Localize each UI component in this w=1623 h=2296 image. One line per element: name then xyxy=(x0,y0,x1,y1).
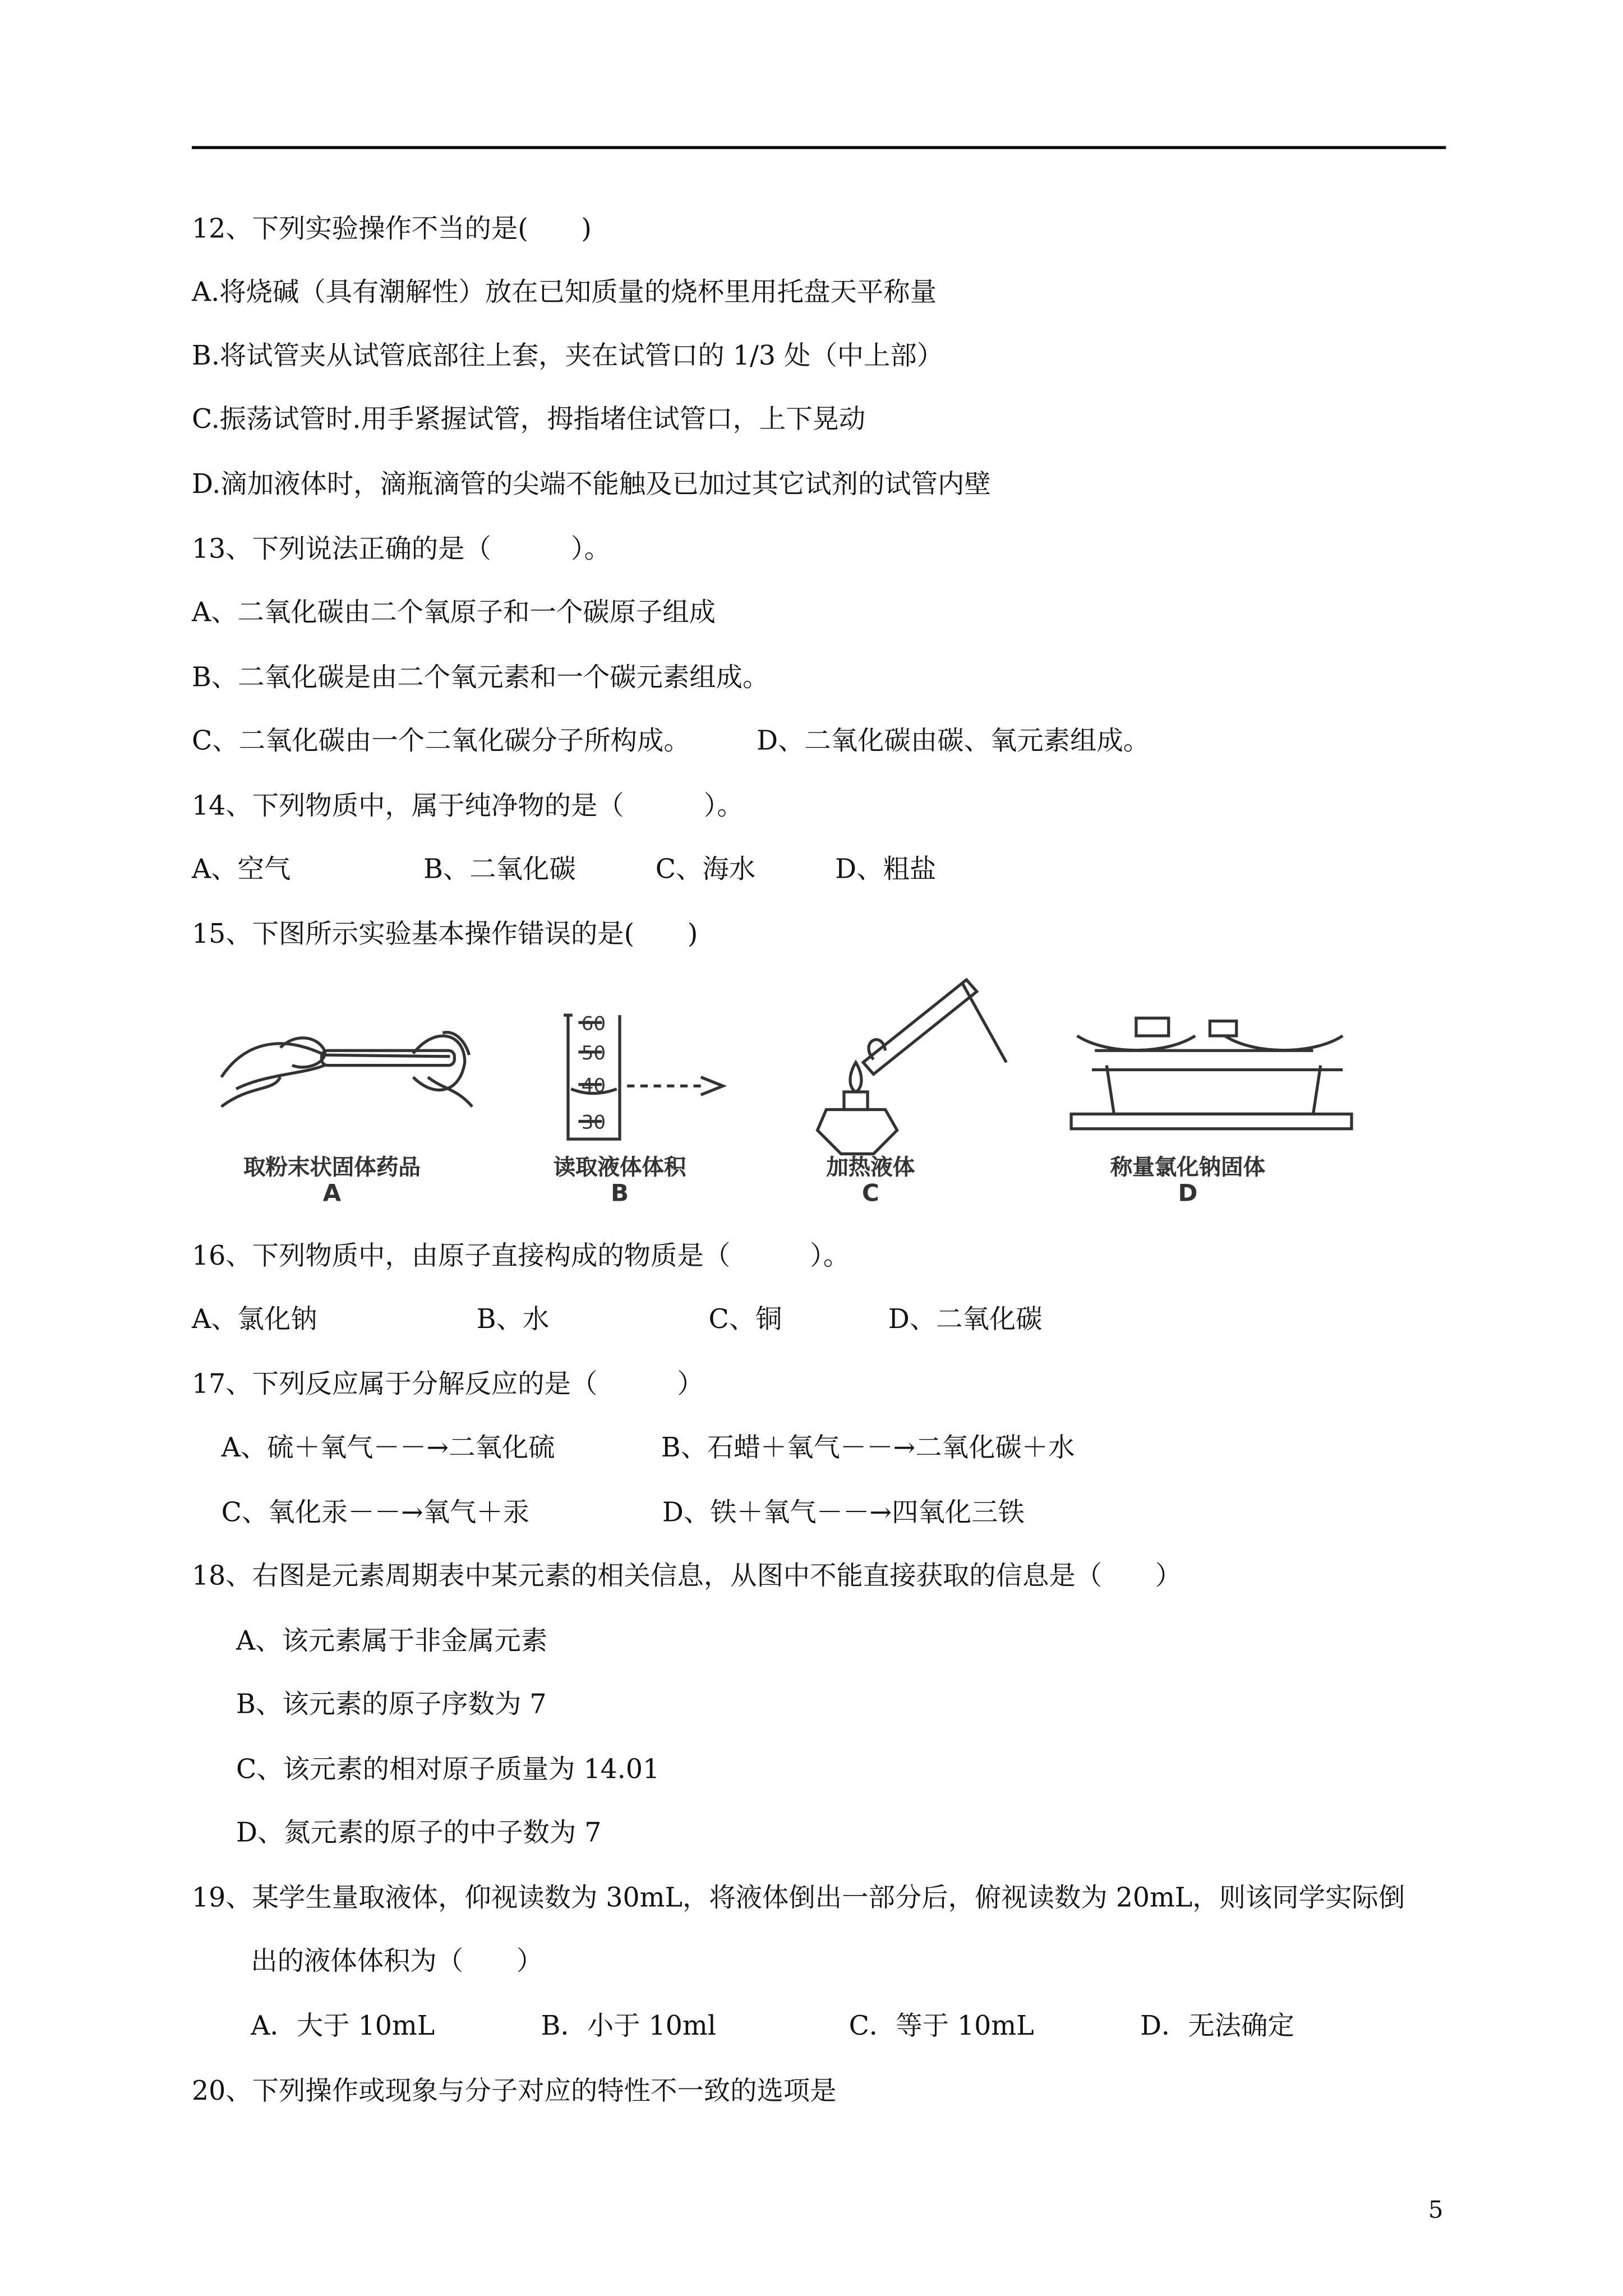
question-17: 17、下列反应属于分解反应的是（ ） xyxy=(192,1369,704,1400)
q17-options-a-b: A、硫＋氧气－－→二氧化硫 B、石蜡＋氧气－－→二氧化碳＋水 xyxy=(221,1432,1075,1464)
header-rule xyxy=(192,146,1446,149)
q14-options: A、空气 B、二氧化碳 C、海水 D、粗盐 xyxy=(192,854,937,886)
tick-label: 50 xyxy=(581,1042,606,1065)
q19-options: A．大于 10mL B．小于 10ml C．等于 10mL D．无法确定 xyxy=(251,2011,1294,2043)
balance-drawing xyxy=(1071,1018,1352,1128)
question-16: 16、下列物质中，由原子直接构成的物质是（ ）。 xyxy=(192,1241,850,1272)
q18-option-d: D、氮元素的原子的中子数为 7 xyxy=(236,1818,602,1849)
q15-figures xyxy=(192,974,1372,1210)
question-18: 18、右图是元素周期表中某元素的相关信息，从图中不能直接获取的信息是（ ） xyxy=(192,1561,1182,1592)
tick-label: 30 xyxy=(581,1111,606,1134)
q12-option-d: D.滴加液体时，滴瓶滴管的尖端不能触及已加过其它试剂的试管内壁 xyxy=(192,469,991,500)
q13-option-a: A、二氧化碳由二个氧原子和一个碳原子组成 xyxy=(192,597,716,629)
question-20: 20、下列操作或现象与分子对应的特性不一致的选项是 xyxy=(192,2076,837,2108)
q17-options-c-d: C、氧化汞－－→氧气＋汞 D、铁＋氧气－－→四氧化三铁 xyxy=(221,1497,1025,1529)
question-15: 15、下图所示实验基本操作错误的是( ) xyxy=(192,919,698,951)
cylinder-tick-labels xyxy=(582,1012,606,1133)
page-number: 5 xyxy=(1428,2195,1444,2224)
heating-liquid-drawing xyxy=(818,980,1007,1154)
figure-c-letter: C xyxy=(861,1179,879,1207)
q13-options-c-d: C、二氧化碳由一个二氧化碳分子所构成。 D、二氧化碳由碳、氧元素组成。 xyxy=(192,726,1150,757)
figure-a-letter: A xyxy=(322,1179,342,1207)
figure-d-letter: D xyxy=(1178,1179,1198,1207)
tick-label: 40 xyxy=(581,1074,606,1097)
q12-option-c: C.振荡试管时.用手紧握试管，拇指堵住试管口，上下晃动 xyxy=(192,404,866,436)
question-19-continued: 出的液体体积为（ ） xyxy=(251,1946,543,1977)
q13-option-b: B、二氧化碳是由二个氧元素和一个碳元素组成。 xyxy=(192,662,769,694)
spatula-powder-drawing xyxy=(222,1032,472,1106)
q12-option-b: B.将试管夹从试管底部往上套，夹在试管口的 1/3 处（中上部） xyxy=(192,340,944,372)
question-12: 12、下列实验操作不当的是( ) xyxy=(192,214,592,245)
figure-d-caption: 称量氯化钠固体 xyxy=(1110,1154,1266,1181)
question-13: 13、下列说法正确的是（ ）。 xyxy=(192,534,611,565)
question-14: 14、下列物质中，属于纯净物的是（ ）。 xyxy=(192,791,744,822)
figure-b-caption: 读取液体体积 xyxy=(553,1154,686,1181)
figure-b-letter: B xyxy=(610,1179,629,1207)
q16-options: A、氯化钠 B、水 C、铜 D、二氧化碳 xyxy=(192,1304,1043,1336)
q18-option-b: B、该元素的原子序数为 7 xyxy=(236,1689,547,1721)
figure-c-caption: 加热液体 xyxy=(826,1154,915,1181)
question-19: 19、某学生量取液体，仰视读数为 30mL，将液体倒出一部分后，俯视读数为 20mL，则该同学实际倒 xyxy=(192,1883,1405,1914)
q12-option-a: A.将烧碱（具有潮解性）放在已知质量的烧杯里用托盘天平称量 xyxy=(192,277,937,308)
tick-label: 60 xyxy=(581,1012,606,1035)
figure-a-caption: 取粉末状固体药品 xyxy=(243,1154,421,1181)
q18-option-c: C、该元素的相对原子质量为 14.01 xyxy=(236,1754,660,1786)
q18-option-a: A、该元素属于非金属元素 xyxy=(236,1626,548,1657)
